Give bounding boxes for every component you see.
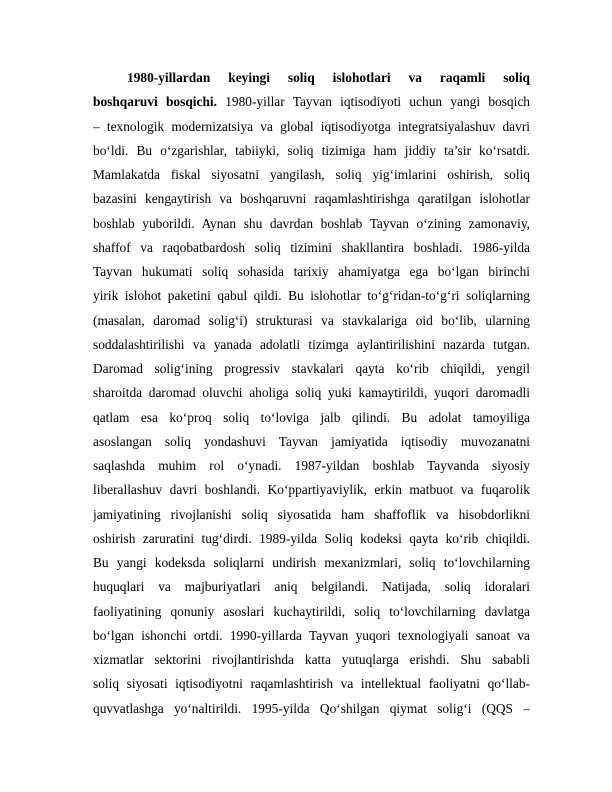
text-line: soliq siyosati iqtisodiyotni raqamlashtirish va intellektual faoliyatni qo‘llab- bbox=[93, 676, 530, 692]
text-line: Mamlakatda fiskal siyosatni yangilash, soliq yig‘imlarini oshirish, soliq bbox=[93, 167, 530, 182]
text-line: bo‘ldi. Bu o‘zgarishlar, tabiiyki, soliq tizimiga ham jiddiy ta’sir ko‘rsatdi. bbox=[93, 142, 530, 158]
text-line: Bu yangi kodeksda soliqlarni undirish mexanizmlari, soliq to‘lovchilarning bbox=[93, 555, 530, 570]
text-line: Daromad solig‘ining progressiv stavkalari qayta ko‘rib chiqildi, yengil bbox=[93, 361, 530, 376]
text-line: qatlam esa ko‘proq soliq to‘loviga jalb qilindi. Bu adolat tamoyiliga bbox=[93, 409, 530, 425]
heading-line-end: boshqaruvi bosqichi. bbox=[93, 94, 217, 110]
text-line: jamiyatining rivojlanishi soliq siyosatida ham shaffoflik va hisobdorlikni bbox=[93, 506, 530, 522]
text-line: sharoitda daromad oluvchi aholiga soliq yuki kamaytirildi, yuqori daromadli bbox=[93, 385, 530, 401]
text-line bbox=[93, 90, 530, 114]
text-line: Tayvan hukumati soliq sohasida tarixiy ahamiyatga ega bo‘lgan birinchi bbox=[93, 264, 530, 279]
text-line: quvvatlashga yo‘naltirildi. 1995-yilda Qo‘shilgan qiymat solig‘i (QQS – bbox=[93, 700, 530, 716]
text-line: liberallashuv davri boshlandi. Ko‘ppartiyaviylik, erkin matbuot va fuqarolik bbox=[93, 482, 530, 498]
text-line: faoliyatining qonuniy asoslari kuchaytirildi, soliq to‘lovchilarning davlatga bbox=[93, 603, 530, 619]
body-paragraph bbox=[93, 66, 530, 721]
text-line: soddalashtirilishi va yanada adolatli tizimga aylantirilishini nazarda tutgan. bbox=[93, 336, 530, 352]
text-line: asoslangan soliq yondashuvi Tayvan jamiyatida iqtisodiy muvozanatni bbox=[93, 433, 530, 449]
text-line: bazasini kengaytirish va boshqaruvni raqamlashtirishga qaratilgan islohotlar bbox=[93, 191, 530, 207]
text-line: saqlashda muhim rol o‘ynadi. 1987-yildan boshlab Tayvanda siyosiy bbox=[93, 458, 530, 473]
text-line: bo‘lgan ishonchi ortdi. 1990-yillarda Tayvan yuqori texnologiyali sanoat va bbox=[93, 627, 530, 643]
text-line: xizmatlar sektorini rivojlantirishda katta yutuqlarga erishdi. Shu sababli bbox=[93, 652, 530, 667]
heading-line: 1980-yillardan keyingi soliq islohotlari va raqamli soliq bbox=[127, 70, 530, 85]
text-line: shaffof va raqobatbardosh soliq tizimini shakllantira boshladi. 1986-yilda bbox=[93, 239, 530, 255]
text-line: (masalan, daromad solig‘i) strukturasi va stavkalariga oid bo‘lib, ularning bbox=[93, 312, 530, 328]
text-line: huquqlari va majburiyatlari aniq belgilandi. Natijada, soliq idoralari bbox=[93, 579, 530, 595]
text-line: oshirish zaruratini tug‘dirdi. 1989-yilda Soliq kodeksi qayta ko‘rib chiqildi. bbox=[93, 530, 530, 546]
text-line: – texnologik modernizatsiya va global iqtisodiyotga integratsiyalashuv davri bbox=[93, 118, 530, 134]
text-line-start: 1980-yillar Tayvan iqtisodiyoti uchun yangi bosqich bbox=[225, 94, 530, 110]
text-line: boshlab yuborildi. Aynan shu davrdan boshlab Tayvan o‘zining zamonaviy, bbox=[93, 215, 530, 231]
text-line: yirik islohot paketini qabul qildi. Bu islohotlar to‘g‘ridan-to‘g‘ri soliqlarning bbox=[93, 288, 530, 304]
